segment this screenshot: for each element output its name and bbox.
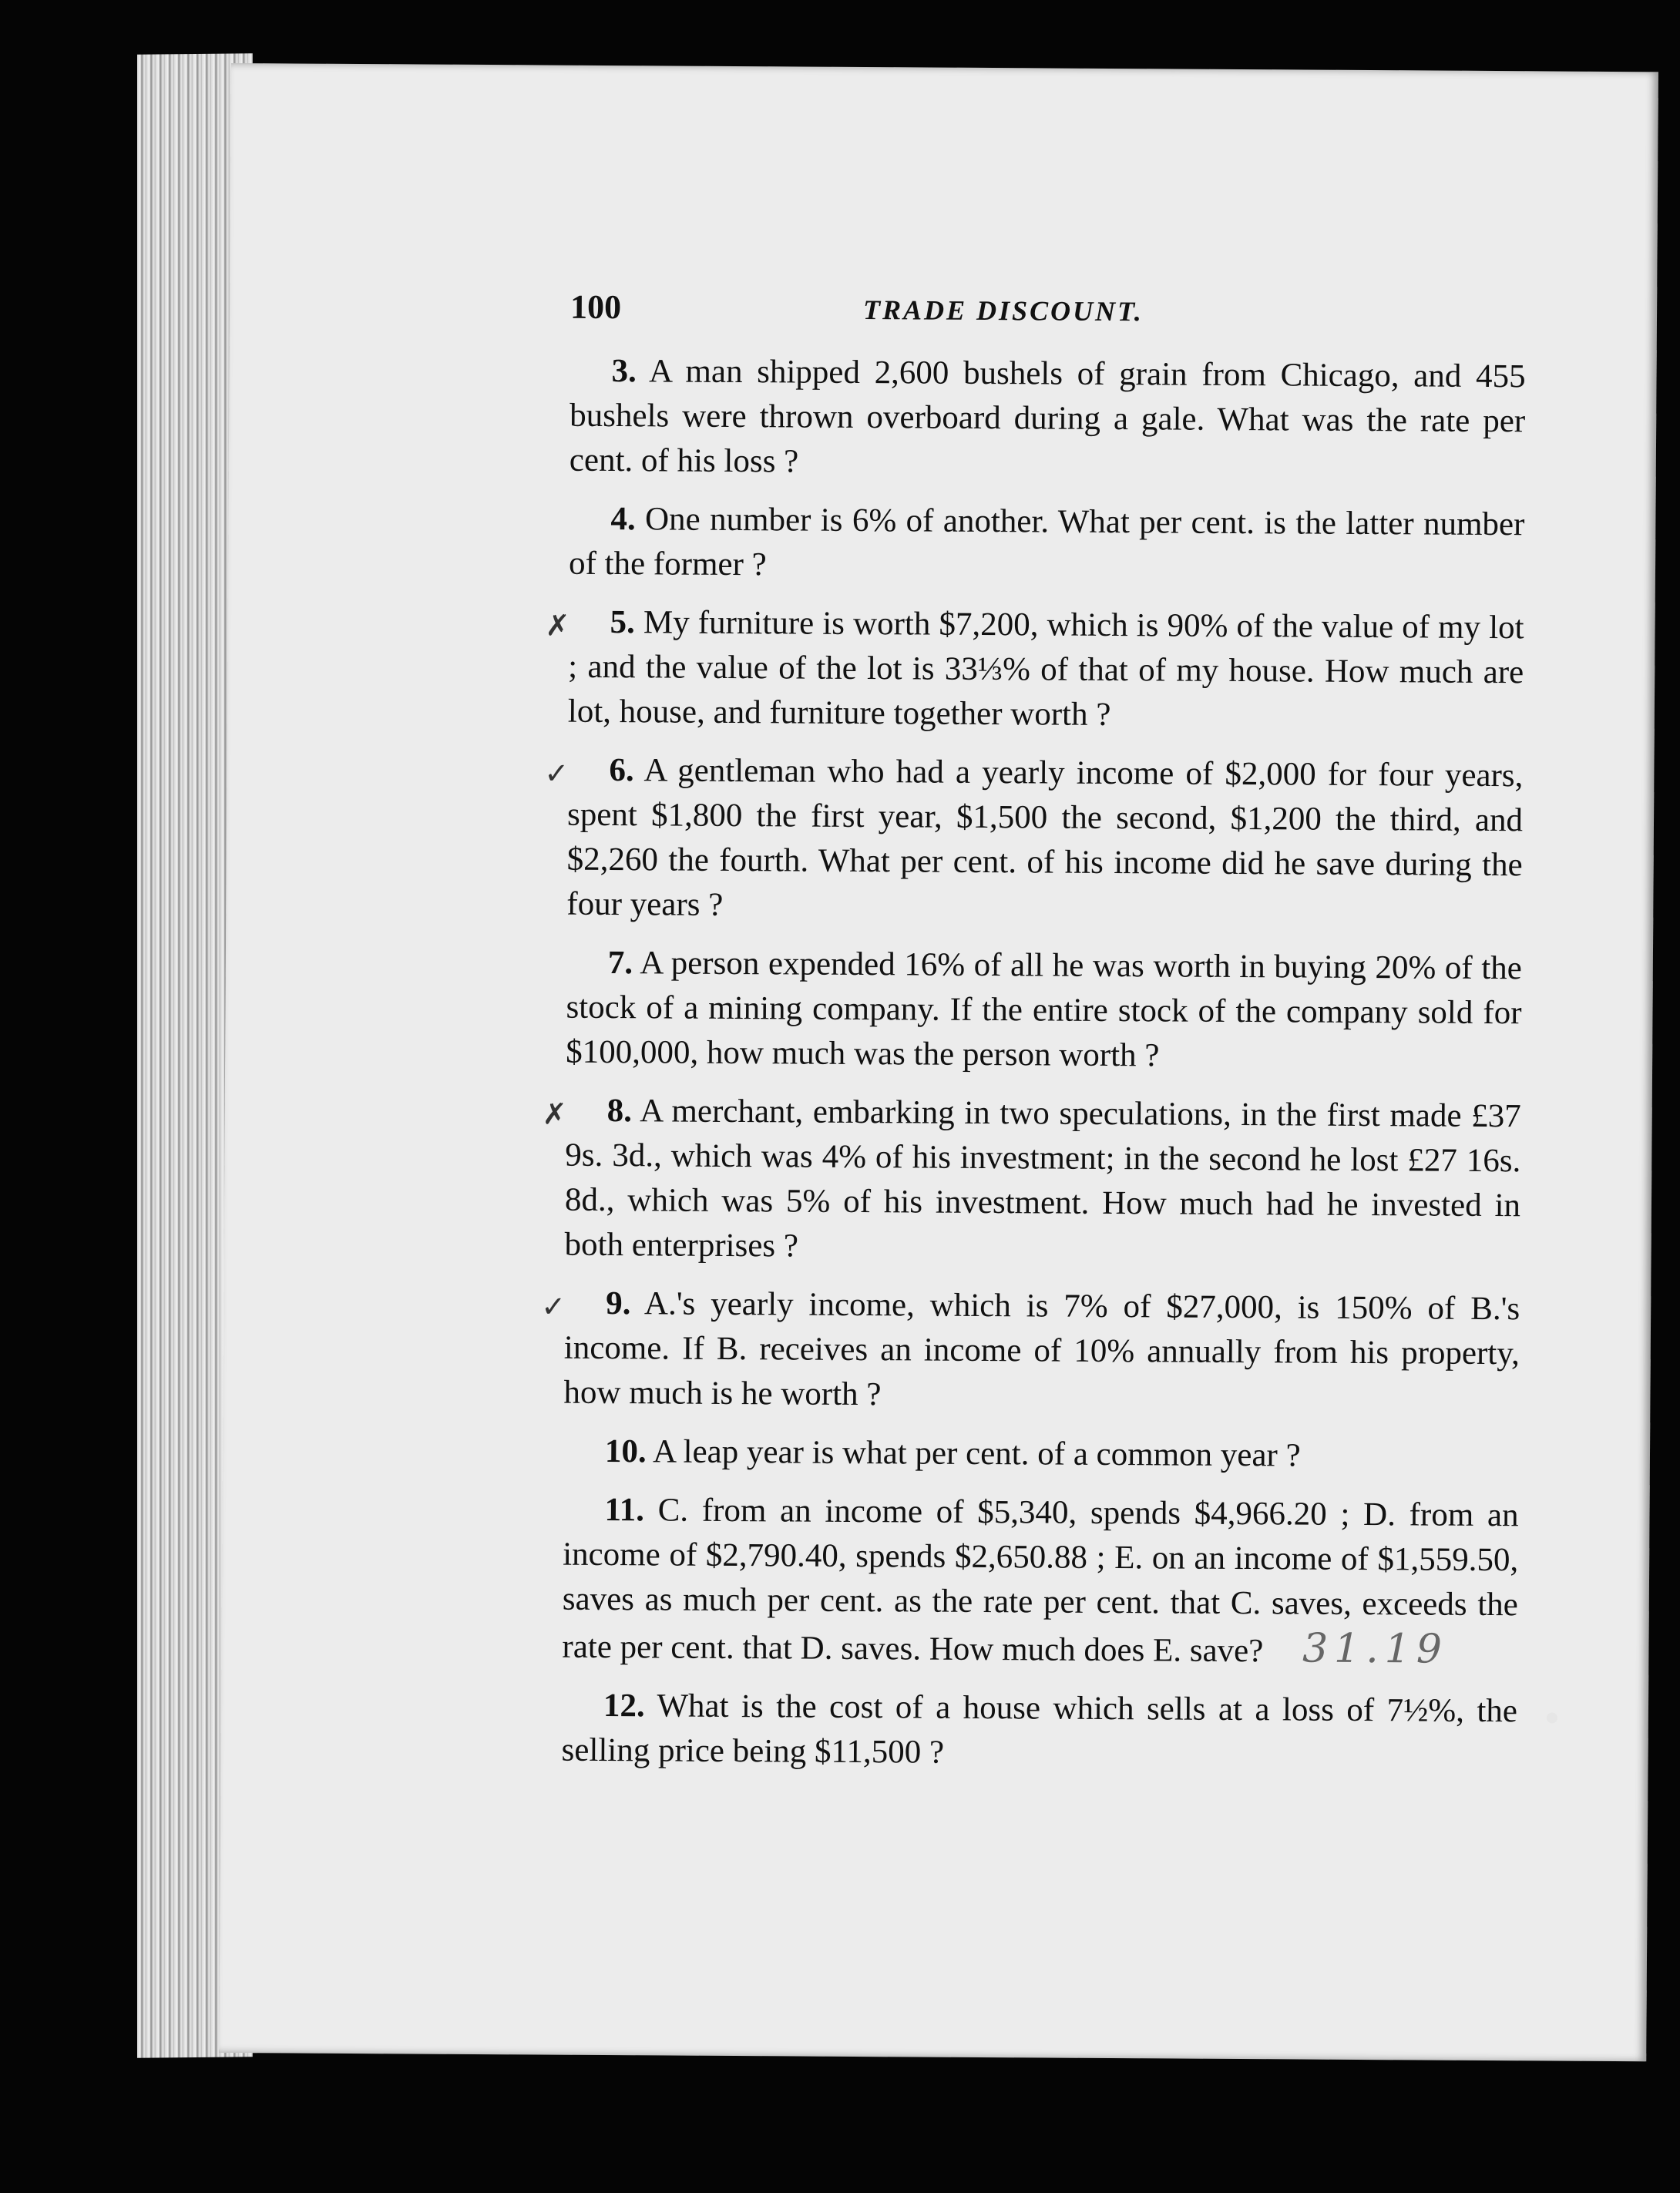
- problem-text: A leap year is what per cent. of a common year ?: [653, 1433, 1301, 1474]
- problem-8: [542, 1089, 1521, 1274]
- problem-3: [570, 349, 1526, 489]
- problem-number: 4.: [610, 501, 636, 538]
- page-content: [541, 287, 1526, 1793]
- problem-number: 8.: [606, 1093, 633, 1130]
- problem-5: [545, 600, 1524, 741]
- margin-mark: ✗: [545, 608, 570, 643]
- page-header: [570, 287, 1526, 355]
- problem-number: 7.: [607, 945, 633, 982]
- margin-mark: ✗: [542, 1096, 567, 1131]
- problem-text: C. from an income of $5,340, spends $4,966.20 ; D. from an income of $2,790.40, spends $2,650.88 ; E. on an income of $1,559.50, saves as much per cent. as the rate per cent. that C. saves, exceeds the rate per cent. that D. saves. How much does E. save?: [562, 1492, 1519, 1670]
- problem-number: 6.: [609, 752, 634, 789]
- problem-11: [562, 1488, 1518, 1676]
- problem-number: 11.: [604, 1491, 645, 1529]
- page-number: 100: [570, 287, 622, 327]
- problem-text: A gentleman who had a yearly income of $2,000 for four years, spent $1,800 the first year, $1,500 the second, $1,200 the third, and $2,260 the fourth. What per cent. of his income did he save during the four years ?: [566, 752, 1524, 923]
- problem-text: One number is 6% of another. What per cent. is the latter number of the former ?: [568, 501, 1525, 583]
- problem-6: [544, 748, 1524, 933]
- problem-number: 10.: [604, 1432, 647, 1470]
- problem-text: A person expended 16% of all he was worth in buying 20% of the stock of a mining company. If the entire stock of the company sold for $100,000, how much was the person worth ?: [566, 945, 1522, 1074]
- running-title: TRADE DISCOUNT.: [862, 294, 1144, 327]
- book-page: [219, 63, 1658, 2061]
- margin-mark: ✓: [541, 1289, 566, 1324]
- problem-4: [569, 497, 1525, 593]
- problem-text: A merchant, embarking in two speculations, in the first made £37 9s. 3d., which was 4% of his investment; in the second he lost £27 16s. 8d., which was 5% of his investment. How much had he invested in both enterprises ?: [564, 1093, 1521, 1264]
- handwritten-answer: 31.19: [1302, 1625, 1449, 1673]
- problem-12: [561, 1684, 1517, 1779]
- problem-number: 9.: [606, 1285, 631, 1322]
- problem-7: [566, 941, 1522, 1081]
- margin-mark: ✓: [544, 756, 570, 791]
- problem-text: My furniture is worth $7,200, which is 90% of the value of my lot ; and the value of the lot is 33⅓% of that of my house. How much are lot, house, and furniture together worth ?: [567, 604, 1524, 733]
- problem-10: [563, 1429, 1519, 1480]
- problem-number: 12.: [603, 1687, 645, 1725]
- problem-text: A.'s yearly income, which is 7% of $27,000, is 150% of B.'s income. If B. receives an income of 10% annually from his property, how much is he worth ?: [563, 1285, 1520, 1413]
- problem-9: [541, 1281, 1520, 1422]
- problem-number: 3.: [611, 353, 637, 390]
- paper-speck: [1547, 1712, 1557, 1723]
- problem-text: A man shipped 2,600 bushels of grain from Chicago, and 455 bushels were thrown overboard during a gale. What was the rate per cent. of his loss ?: [569, 353, 1526, 480]
- problem-number: 5.: [610, 604, 635, 641]
- problem-text: What is the cost of a house which sells at a loss of 7½%, the selling price being $11,500 ?: [561, 1688, 1518, 1771]
